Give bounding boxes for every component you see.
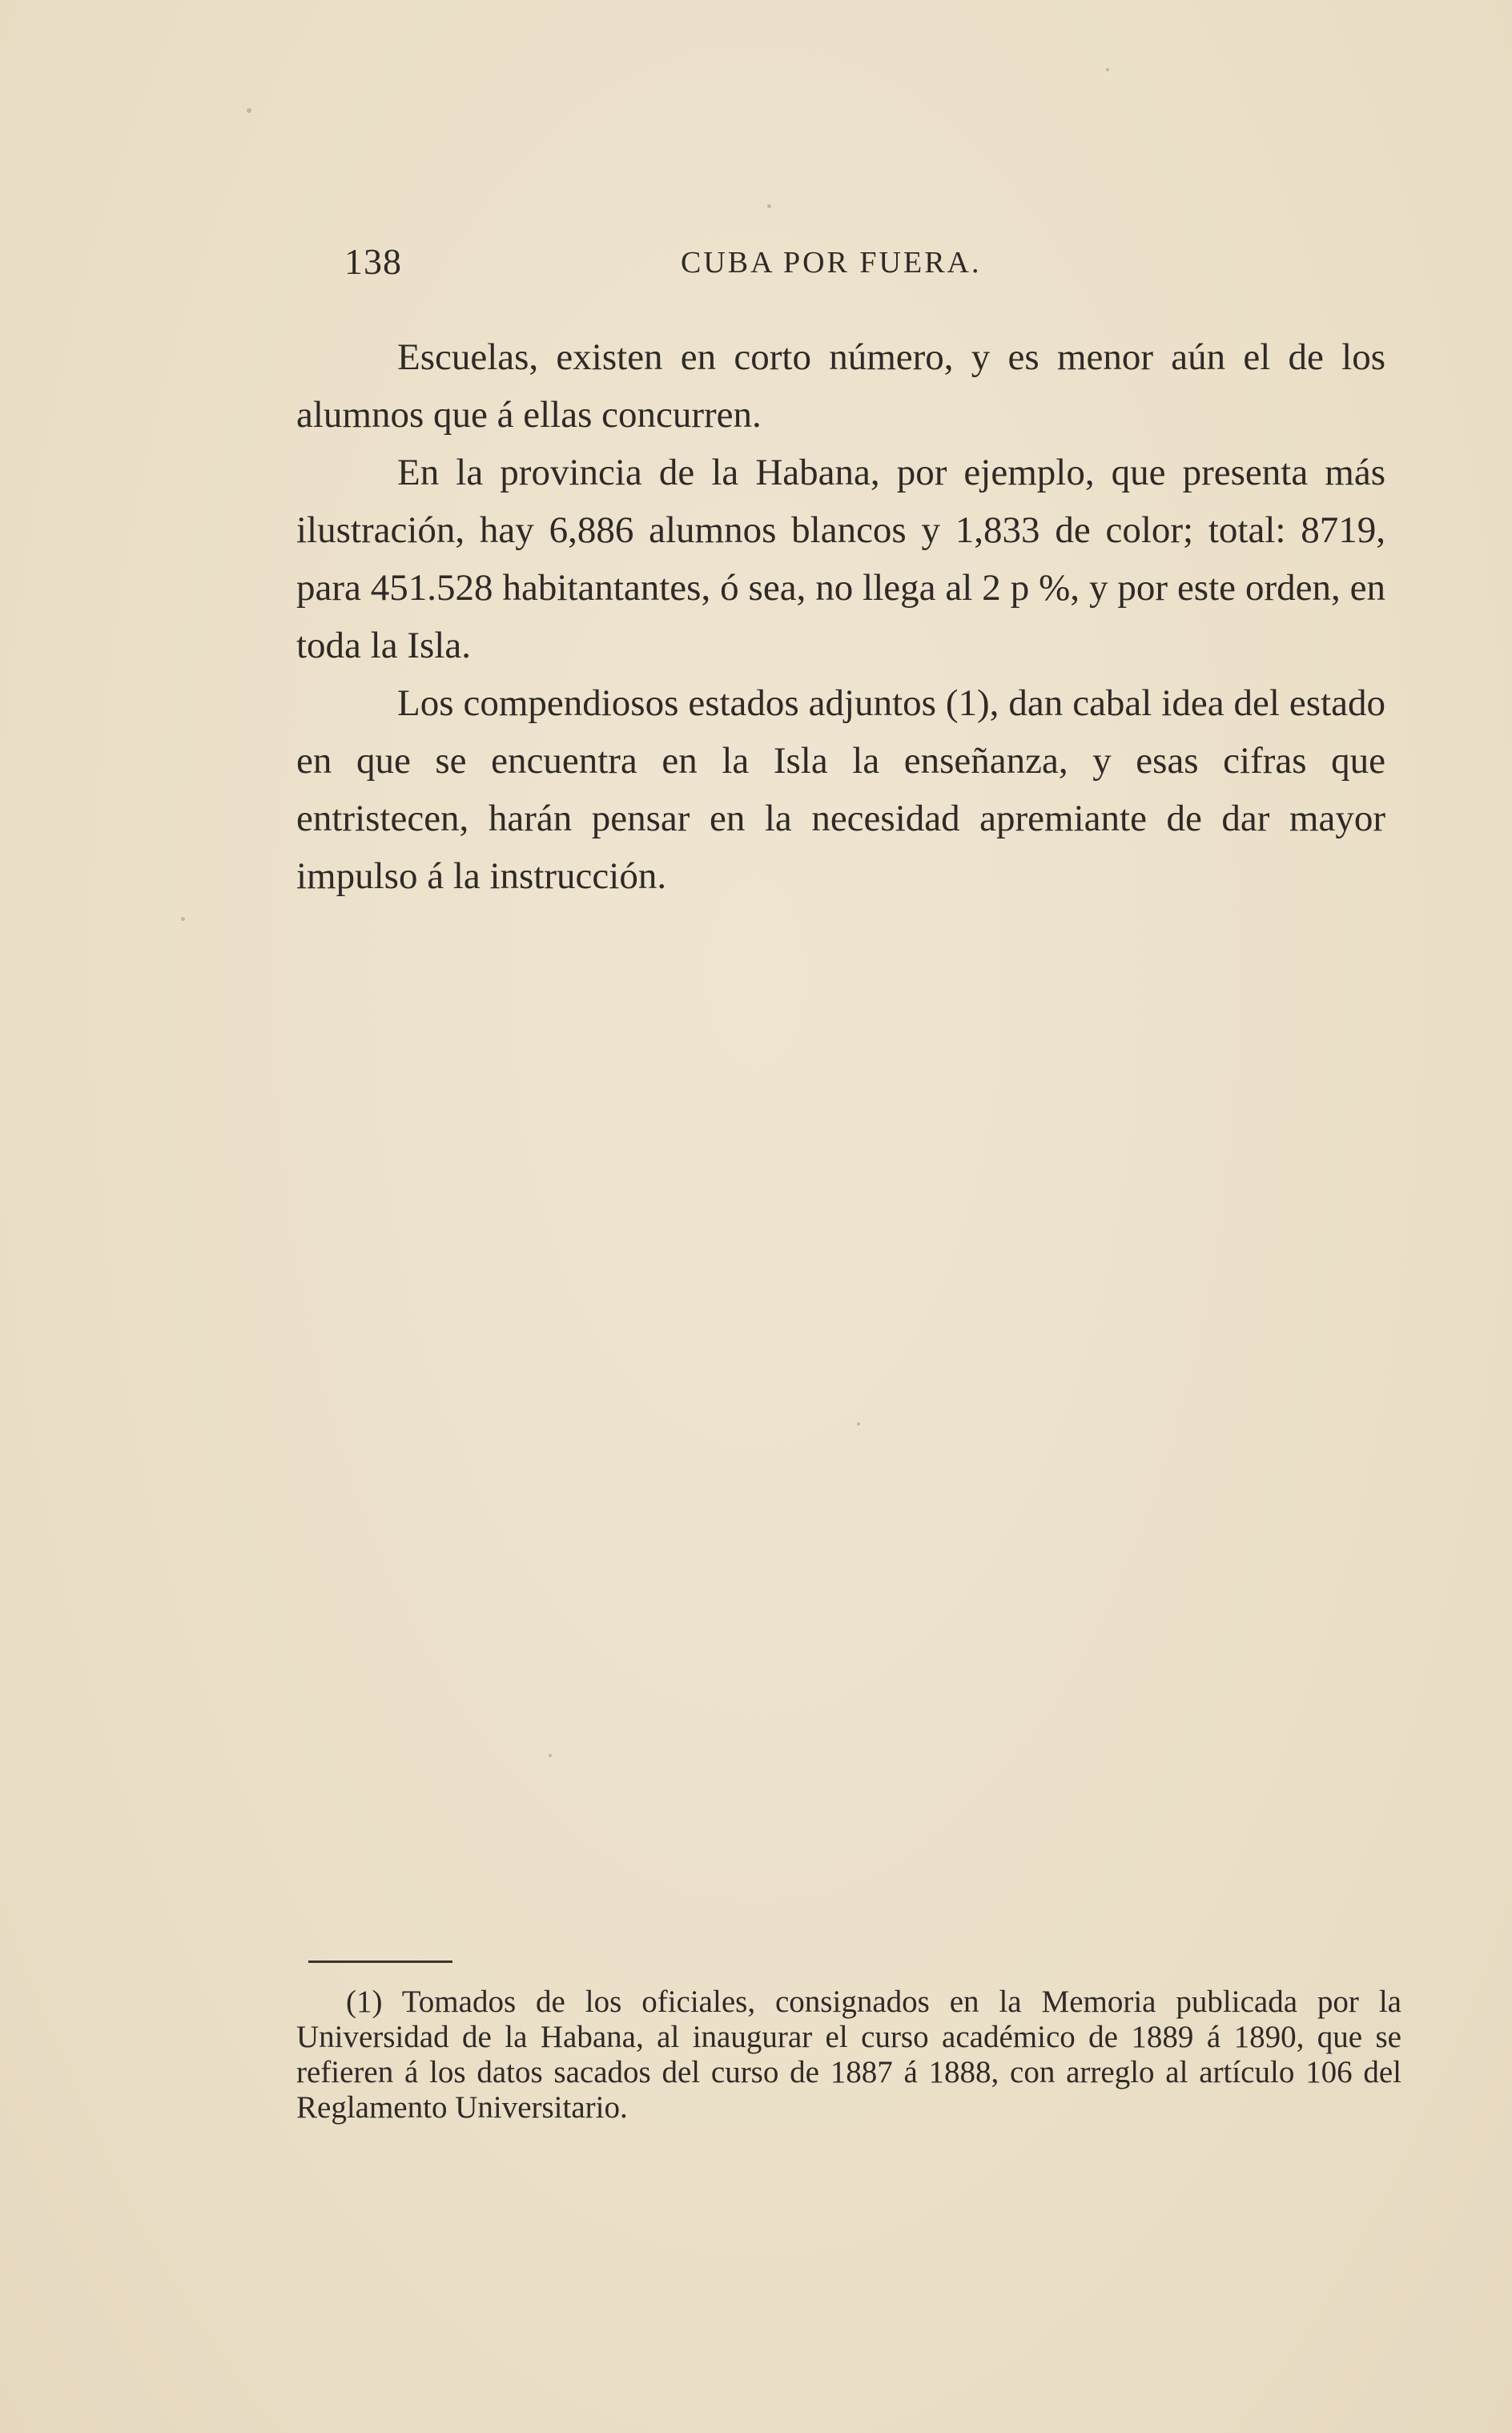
running-head (344, 240, 1385, 288)
paper-speck (181, 917, 185, 921)
footnote-rule (308, 1960, 452, 1963)
paper-speck (247, 108, 251, 113)
running-title: CUBA POR FUERA. (681, 246, 982, 279)
paragraph-compendious-statements: Los compendiosos estados adjuntos (1), dan cabal idea del estado en que se encuentra en la Isla la enseñanza, y esas cifras que entristecen, harán pensar en la necesidad apremiante de dar mayor impulso á la instrucción. (296, 682, 1385, 897)
paper-speck (1106, 68, 1109, 71)
body-text (296, 328, 1385, 905)
paragraph-schools: Escuelas, existen en corto número, y es menor aún el de los alumnos que á ellas concurren. (296, 336, 1385, 436)
footnote: (1) Tomados de los oficiales, consignados en la Memoria publicada por la Universidad de la Habana, al inaugurar el curso académico de 1889 á 1890, que se refieren á los datos sacados del curso de 1887 á 1888, con arreglo al artículo 106 del Reglamento Universitario. (296, 1985, 1401, 2125)
paragraph-havana-province: En la provincia de la Habana, por ejemplo, que presenta más ilustración, hay 6,886 alumnos blancos y 1,833 de color; total: 8719, para 451.528 habitantantes, ó sea, no llega al 2 p %, y por este orden, en toda la Isla. (296, 452, 1385, 666)
paper-speck (857, 1422, 860, 1426)
page-number: 138 (344, 241, 402, 282)
paper-speck (767, 204, 771, 208)
paper-speck (549, 1754, 552, 1757)
